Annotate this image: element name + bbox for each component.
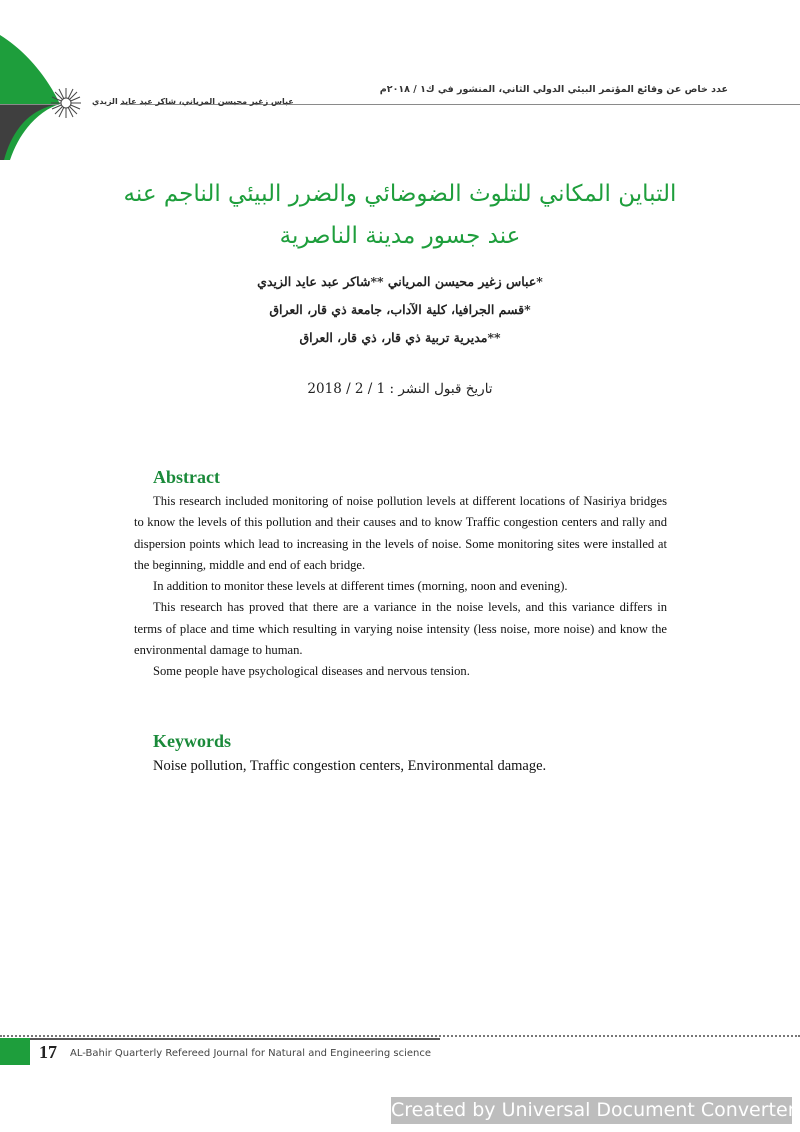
article-title-line1: التباين المكاني للتلوث الضوضائي والضرر البيئي الناجم عنه: [123, 181, 677, 207]
abstract-body: [134, 491, 667, 683]
running-authors: عباس زغير محيسن المرياني، شاكر عبد عايد الزيدي: [92, 97, 294, 106]
keywords-heading: Keywords: [153, 731, 231, 751]
footer-dotted-rule: [0, 1035, 800, 1037]
keywords-text: Noise pollution, Traffic congestion centers, Environmental damage.: [153, 758, 547, 774]
abstract-paragraph: Some people have psychological diseases and nervous tension.: [153, 664, 470, 679]
issue-info: عدد خاص عن وقائع المؤتمر البيئي الدولي الثاني، المنشور في ك١ / ٢٠١٨م: [379, 84, 728, 95]
page-number: 17: [39, 1042, 57, 1062]
converter-watermark: Created by Universal Document Converter: [391, 1097, 792, 1124]
acceptance-date: تاريخ قبول النشر : 1 / 2 / 2018: [307, 381, 493, 397]
article-title-line2: عند جسور مدينة الناصرية: [279, 223, 521, 249]
abstract-paragraph: In addition to monitor these levels at different times (morning, noon and evening).: [153, 579, 568, 594]
journal-name: AL-Bahir Quarterly Refereed Journal for Natural and Engineering science: [70, 1048, 431, 1059]
green-corner-arc: [0, 0, 60, 170]
affiliation-1: *قسم الجرافيا، كلية الآداب، جامعة ذي قار، العراق: [269, 302, 531, 317]
starburst-icon: [48, 87, 84, 119]
footer-green-block: [0, 1038, 30, 1065]
abstract-heading: Abstract: [153, 467, 220, 487]
author-names: *عباس زغير محيسن المرياني **شاكر عبد عايد الزيدي: [257, 274, 543, 289]
footer-rule: [0, 1038, 440, 1040]
affiliation-2: **مديرية تربية ذي قار، ذي قار، العراق: [299, 330, 501, 345]
abstract-paragraph: This research included monitoring of noise pollution levels at different locations of Nasiriya bridges to know the levels of this pollution and their causes and to know Traffic congestion centers and rally and dispersion points which lead to increasing in the levels of noise. Some monitoring sites were installed at the beginning, middle and end of each bridge.: [134, 494, 667, 572]
abstract-paragraph: This research has proved that there are a variance in the noise levels, and this variance differs in terms of place and time which resulting in varying noise intensity (less noise, more noise) and know the environmental damage to human.: [134, 600, 667, 658]
